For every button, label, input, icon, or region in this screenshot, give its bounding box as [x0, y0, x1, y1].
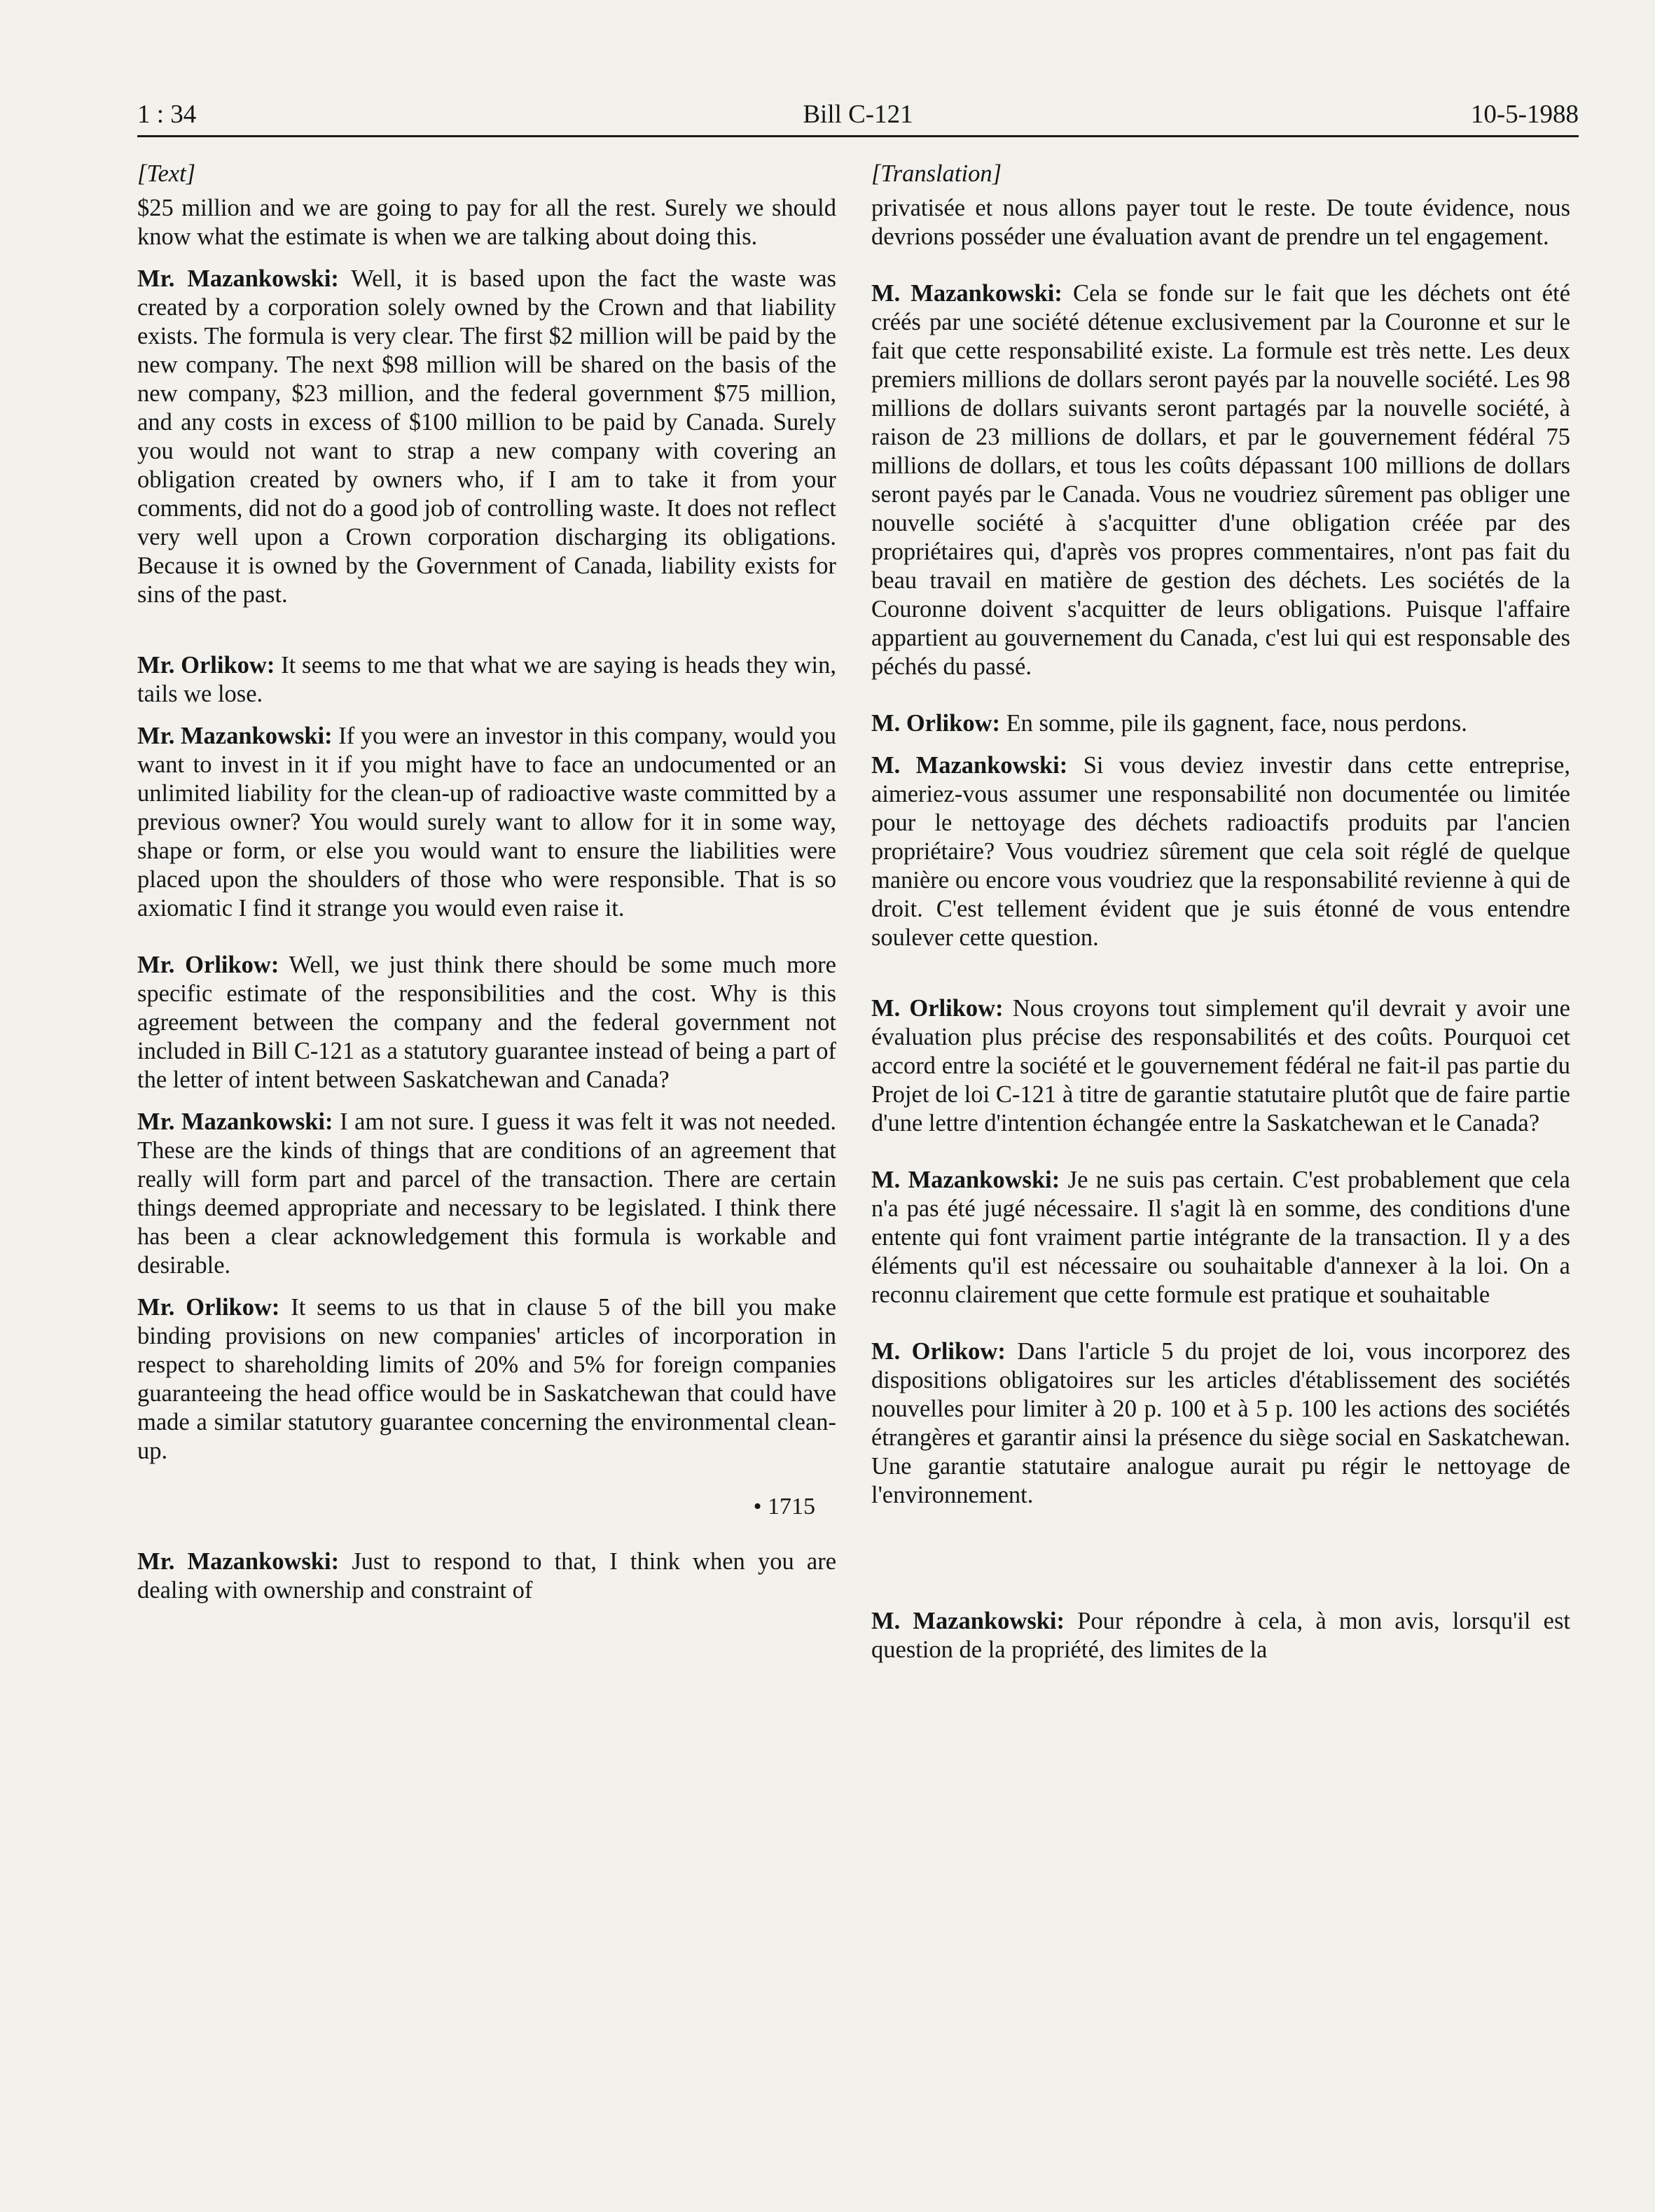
- paragraph-mazankowski-3: [871, 1166, 1570, 1309]
- paragraph-continuation: [871, 194, 1570, 251]
- bill-title: Bill C-121: [803, 100, 913, 129]
- speaker-name: M. Orlikow:: [871, 995, 1004, 1022]
- speaker-name: M. Mazankowski:: [871, 280, 1062, 307]
- paragraph-text: It seems to me that what we are saying is heads they win, tails we lose.: [137, 652, 836, 707]
- paragraph-text: Well, we just think there should be some much more specific estimate of the responsibilities and the cost. Why is this agreement between the company and the federal government not included in Bill C-121 as a statutory guarantee instead of being a part of the letter of intent between Saskatchewan and Canada?: [137, 952, 836, 1093]
- speaker-name: M. Orlikow:: [871, 1338, 1006, 1365]
- speaker-name: M. Mazankowski:: [871, 1608, 1065, 1634]
- paragraph-text: Just to respond to that, I think when you are dealing with ownership and constraint of: [137, 1548, 837, 1604]
- paragraph-orlikow-1: [137, 651, 836, 709]
- paragraph-text: Si vous deviez investir dans cette entreprise, aimeriez-vous assumer une responsabilité non documentée ou limitée pour le nettoyage des déchets radioactifs produits par l'ancien propriétaire? Vous voudriez sûrement que cela soit réglé de quelque manière ou encore vous voudriez que la responsabilité revienne à qui de droit. C'est tellement évident que je suis étonné de vous entendre soulever cette question.: [871, 752, 1570, 951]
- paragraph-orlikow-3: [137, 1293, 836, 1466]
- english-column: [137, 160, 836, 1618]
- paragraph-text: I am not sure. I guess it was felt it was not needed. These are the kinds of things that are conditions of an agreement that really will form part and parcel of the transaction. There are certain things deemed appropriate and necessary to be legislated. I think there has been a clear acknowledgement this formula is workable and desirable.: [137, 1108, 837, 1279]
- speaker-name: Mr. Orlikow:: [137, 952, 279, 978]
- speaker-name: M. Orlikow:: [871, 710, 1000, 737]
- speaker-name: M. Mazankowski:: [871, 1167, 1060, 1193]
- speaker-name: Mr. Mazankowski:: [137, 1548, 340, 1575]
- paragraph-mazankowski-4: [137, 1547, 836, 1605]
- page-number: 1 : 34: [137, 100, 197, 129]
- column-label-translation: [Translation]: [871, 160, 1002, 187]
- paragraph-mazankowski-4: [871, 1607, 1570, 1664]
- column-label-text: [Text]: [137, 160, 196, 187]
- speaker-name: Mr. Mazankowski:: [137, 265, 339, 292]
- page-header: [137, 99, 1579, 133]
- timestamp-marker: • 1715: [753, 1494, 815, 1519]
- paragraph-text: privatisée et nous allons payer tout le reste. De toute évidence, nous devrions posséder une évaluation avant de prendre un tel engagement.: [871, 195, 1570, 250]
- speaker-name: Mr. Orlikow:: [137, 1294, 280, 1321]
- paragraph-mazankowski-2: [871, 751, 1570, 952]
- page-date: 10-5-1988: [1470, 100, 1579, 129]
- paragraph-mazankowski-1: [137, 265, 836, 609]
- speaker-name: M. Mazankowski:: [871, 752, 1068, 779]
- paragraph-mazankowski-2: [137, 722, 836, 923]
- header-rule: [137, 135, 1579, 137]
- paragraph-orlikow-2: [137, 951, 836, 1094]
- speaker-name: Mr. Mazankowski:: [137, 1108, 333, 1135]
- speaker-name: Mr. Mazankowski:: [137, 723, 333, 749]
- speaker-name: Mr. Orlikow:: [137, 652, 275, 679]
- paragraph-orlikow-2: [871, 994, 1570, 1138]
- paragraph-mazankowski-3: [137, 1108, 836, 1280]
- paragraph-text: $25 million and we are going to pay for all the rest. Surely we should know what the estimate is when we are talking about doing this.: [137, 195, 836, 250]
- paragraph-text: Dans l'article 5 du projet de loi, vous incorporez des dispositions obligatoires sur les articles d'établissement des sociétés nouvelles pour limiter à 20 p. 100 et à 5 p. 100 les actions des sociétés étrangères et garantir ainsi la présence du siège social en Saskatchewan. Une garantie statutaire analogue aurait pu régir le nettoyage de l'environnement.: [871, 1338, 1570, 1508]
- paragraph-text: Well, it is based upon the fact the waste was created by a corporation solely owned by the Crown and that liability exists. The formula is very clear. The first $2 million will be paid by the new company. The next $98 million will be shared on the basis of the new company, $23 million, and the federal government $75 million, and any costs in excess of $100 million to be paid by Canada. Surely you would not want to strap a new company with covering an obligation created by owners who, if I am to take it from your comments, did not do a good job of controlling waste. It does not reflect very well upon a Crown corporation discharging its obligations. Because it is owned by the Government of Canada, liability exists for sins of the past.: [137, 265, 836, 608]
- french-column: [871, 160, 1570, 1678]
- paragraph-orlikow-1: [871, 709, 1570, 738]
- paragraph-text: Pour répondre à cela, à mon avis, lorsqu'il est question de la propriété, des limites de la: [871, 1608, 1570, 1663]
- paragraph-text: Nous croyons tout simplement qu'il devrait y avoir une évaluation plus précise des responsabilités et des coûts. Pourquoi cet accord entre la société et le gouvernement fédéral ne fait-il pas partie du Projet de loi C-121 à titre de garantie statutaire plutôt que de faire partie d'une lettre d'intention échangée entre la Saskatchewan et le Canada?: [871, 995, 1570, 1136]
- paragraph-text: It seems to us that in clause 5 of the bill you make binding provisions on new companies' articles of incorporation in respect to shareholding limits of 20% and 5% for foreign companies guaranteeing the head office would be in Saskatchewan that could have made a similar statutory guarantee concerning the environmental clean-up.: [137, 1294, 836, 1464]
- paragraph-continuation: [137, 194, 836, 251]
- column-spacer: [871, 1523, 1570, 1607]
- paragraph-text: Cela se fonde sur le fait que les déchets ont été créés par une société détenue exclusivement par la Couronne et sur le fait que cette responsabilité existe. La formule est très nette. Les deux premiers millions de dollars seront payés par la nouvelle société. Les 98 millions de dollars suivants seront partagés par la nouvelle société, à raison de 23 millions de dollars, et par le gouvernement fédéral 75 millions de dollars, et tous les coûts dépassant 100 millions de dollars seront payés par le Canada. Vous ne voudriez sûrement pas obliger une nouvelle société à s'acquitter d'une obligation créée par des propriétaires qui, d'après vos propres commentaires, n'ont pas fait du beau travail en matière de gestion des déchets. Les sociétés de la Couronne doivent s'acquitter de leurs obligations. Puisque l'affaire appartient au gouvernement du Canada, c'est lui qui est responsable des péchés du passé.: [871, 280, 1571, 680]
- paragraph-text: Je ne suis pas certain. C'est probablement que cela n'a pas été jugé nécessaire. Il s'agit là en somme, des conditions d'une entente qui font vraiment partie intégrante de la transaction. Il y a des éléments qu'il est nécessaire ou souhaitable d'annexer à la loi. On a reconnu clairement que cette formule est pratique et souhaitable: [871, 1167, 1570, 1308]
- paragraph-mazankowski-1: [871, 279, 1570, 681]
- paragraph-orlikow-3: [871, 1337, 1570, 1510]
- paragraph-text: If you were an investor in this company, would you want to invest in it if you might have to face an undocumented or an unlimited liability for the clean-up of radioactive waste committed by a previous owner? You would surely want to allow for it in some way, shape or form, or else you would want to ensure the liabilities were placed upon the shoulders of those who were responsible. That is so axiomatic I find it strange you would even raise it.: [137, 723, 837, 921]
- paragraph-text: En somme, pile ils gagnent, face, nous perdons.: [1006, 710, 1467, 737]
